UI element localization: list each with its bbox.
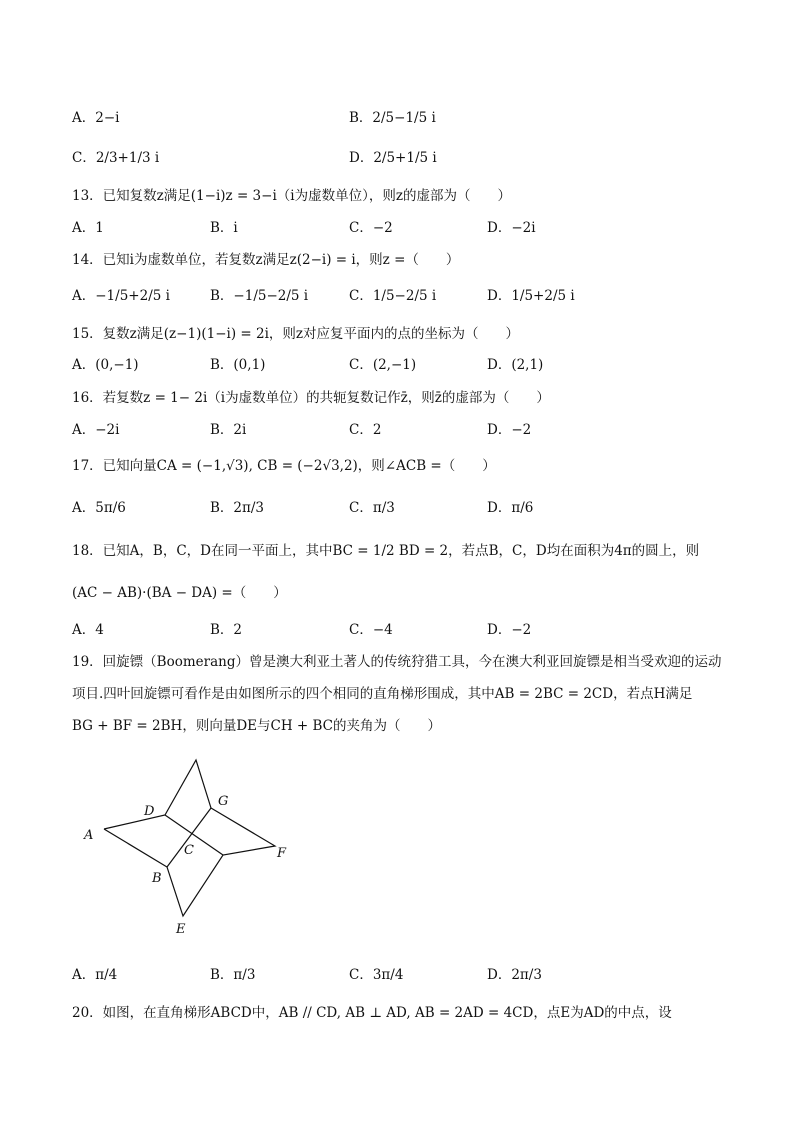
figure-label-a: A [84, 828, 94, 843]
q15-option-b: B．(0,1) [210, 357, 266, 373]
q14-option-c: C．1/5−2/5 i [349, 288, 437, 304]
q20-stem: 20．如图，在直角梯形ABCD中，AB // CD, AB ⊥ AD, AB = 2AD = 4CD，点E为AD的中点，设 [72, 1005, 672, 1021]
q15-option-d: D．(2,1) [487, 357, 544, 373]
q17-option-b: B．2π/3 [210, 500, 265, 516]
q19-stem-line3: BG + BF = 2BH，则向量DE与CH + BC的夹角为（ ） [72, 718, 441, 734]
q13-option-b: B．i [210, 220, 238, 236]
q14-stem: 14．已知i为虚数单位，若复数z满足z(2−i) = i，则z =（ ） [72, 252, 460, 268]
q14-option-b: B．−1/5−2/5 i [210, 288, 309, 304]
q12-option-b: B．2/5−1/5 i [349, 110, 436, 126]
q19-option-a: A．π/4 [72, 967, 118, 983]
q19-stem-line2: 项目.四叶回旋镖可看作是由如图所示的四个相同的直角梯形围成，其中AB = 2BC = 2CD，若点H满足 [72, 686, 693, 702]
q14-option-a: A．−1/5+2/5 i [72, 288, 170, 304]
q17-option-d: D．π/6 [487, 500, 534, 516]
q16-option-c: C．2 [349, 422, 382, 438]
q13-option-c: C．−2 [349, 220, 393, 236]
q18-stem-line1: 18．已知A，B，C，D在同一平面上，其中BC = 1/2 BD = 2，若点B，C，D均在面积为4π的圆上，则 [72, 543, 700, 559]
figure-edge [167, 808, 211, 867]
q15-option-a: A．(0,−1) [72, 357, 139, 373]
q12-option-a: A．2−i [72, 110, 120, 126]
q13-option-a: A．1 [72, 220, 104, 236]
figure-label-d: D [144, 804, 155, 819]
figure-label-b: B [152, 871, 162, 886]
figure-label-g: G [218, 794, 229, 809]
q19-option-c: C．3π/4 [349, 967, 404, 983]
q17-option-c: C．π/3 [349, 500, 395, 516]
figure-label-c: C [184, 843, 194, 858]
q18-option-d: D．−2 [487, 622, 532, 638]
q17-stem: 17．已知向量CA = (−1,√3), CB = (−2√3,2)，则∠ACB =（ ） [72, 458, 496, 474]
figure-edge [165, 815, 223, 855]
q15-option-c: C．(2,−1) [349, 357, 417, 373]
q18-option-b: B．2 [210, 622, 243, 638]
q17-option-a: A．5π/6 [72, 500, 126, 516]
boomerang-figure [78, 752, 298, 942]
q14-option-d: D．1/5+2/5 i [487, 288, 575, 304]
q16-option-b: B．2i [210, 422, 247, 438]
q13-stem: 13．已知复数z满足(1−i)z = 3−i（i为虚数单位），则z的虚部为（ ） [72, 188, 511, 204]
q19-option-b: B．π/3 [210, 967, 256, 983]
q15-stem: 15．复数z满足(z−1)(1−i) = 2i，则z对应复平面内的点的坐标为（ ） [72, 326, 520, 342]
q19-option-d: D．2π/3 [487, 967, 542, 983]
q12-option-d: D．2/5+1/5 i [349, 150, 437, 166]
q19-stem-line1: 19．回旋镖（Boomerang）曾是澳大利亚土著人的传统狩猎工具，今在澳大利亚回旋镖是相当受欢迎的运动 [72, 654, 722, 670]
q18-option-a: A．4 [72, 622, 104, 638]
q16-option-a: A．−2i [72, 422, 120, 438]
q13-option-d: D．−2i [487, 220, 536, 236]
figure-label-e: E [176, 922, 186, 937]
q18-option-c: C．−4 [349, 622, 393, 638]
q18-stem-line2: (AC − AB)·(BA − DA) =（ ） [72, 585, 287, 601]
q12-option-c: C．2/3+1/3 i [72, 150, 160, 166]
q16-option-d: D．−2 [487, 422, 532, 438]
figure-label-f: F [277, 846, 287, 861]
q16-stem: 16．若复数z = 1− 2i（i为虚数单位）的共轭复数记作z̄，则z̄的虚部为（ ） [72, 390, 550, 406]
figure-edge [104, 760, 275, 916]
